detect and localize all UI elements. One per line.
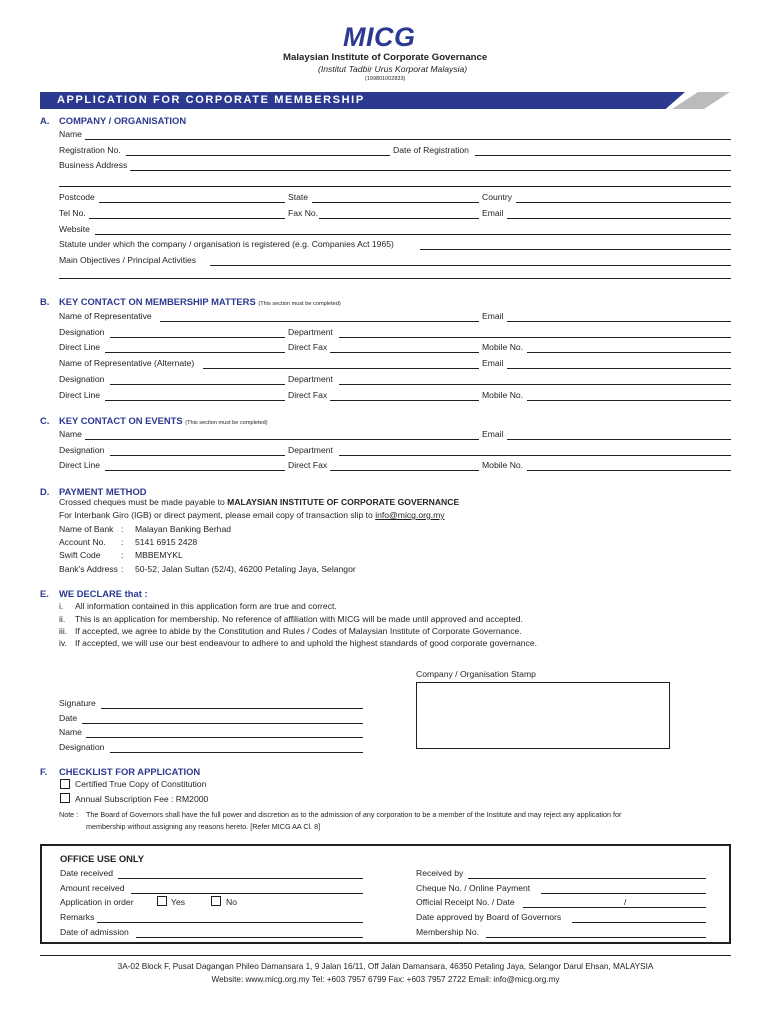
checkbox-subscription-fee[interactable]	[60, 793, 70, 803]
declare-designation-field[interactable]	[110, 752, 363, 753]
b-alt-direct-line-field[interactable]	[105, 400, 285, 401]
declare-num-2: ii.	[59, 614, 66, 624]
payment-giro-line	[59, 510, 445, 520]
c-direct-line-field[interactable]	[105, 470, 285, 471]
b-alt-department-label: Department	[288, 374, 333, 384]
b-alt-name-label: Name of Representative (Alternate)	[59, 358, 195, 368]
c-designation-field[interactable]	[110, 455, 285, 456]
yes-label: Yes	[171, 897, 186, 907]
declare-date-label: Date	[59, 713, 78, 723]
cheque-no-field[interactable]	[541, 893, 706, 894]
office-use-title: OFFICE USE ONLY	[60, 853, 145, 864]
main-objectives-label: Main Objectives / Principal Activities	[59, 255, 197, 265]
b-alt-email-label: Email	[482, 358, 504, 368]
swift-code-value: MBBEMYKL	[135, 550, 183, 560]
bank-name-label: Name of Bank	[59, 524, 114, 534]
section-b-note: (This section must be completed)	[258, 301, 341, 307]
account-no-label: Account No.	[59, 537, 106, 547]
tel-no-label: Tel No.	[59, 208, 86, 218]
swift-code-label: Swift Code	[59, 550, 101, 560]
amount-received-label: Amount received	[60, 883, 125, 893]
b-alt-designation-field[interactable]	[110, 384, 285, 385]
b-direct-line-field[interactable]	[105, 352, 285, 353]
bank-name-sep: :	[121, 524, 124, 534]
membership-no-label: Membership No.	[416, 927, 480, 937]
section-b-letter: B.	[40, 296, 50, 307]
website-field[interactable]	[95, 234, 731, 235]
c-email-field[interactable]	[507, 439, 731, 440]
section-a-letter: A.	[40, 115, 50, 126]
section-c-title	[59, 415, 268, 426]
page-title: APPLICATION FOR CORPORATE MEMBERSHIP	[57, 94, 365, 106]
declare-designation-label: Designation	[59, 742, 105, 752]
statute-label: Statute under which the company / organisation is registered (e.g. Companies Act 1965)	[59, 239, 394, 249]
declare-num-4: iv.	[59, 638, 67, 648]
no-label: No	[226, 897, 237, 907]
remarks-field[interactable]	[97, 922, 363, 923]
org-alt-name: (Institut Tadbir Urus Korporat Malaysia)	[318, 64, 468, 74]
checkbox-constitution[interactable]	[60, 779, 70, 789]
b-direct-line-label: Direct Line	[59, 342, 101, 352]
postcode-label: Postcode	[59, 192, 95, 202]
c-name-field[interactable]	[85, 439, 479, 440]
checkbox-no[interactable]	[211, 896, 221, 906]
section-c-note: (This section must be completed)	[185, 420, 268, 426]
section-c-title-text: KEY CONTACT ON EVENTS	[59, 415, 183, 426]
date-of-registration-label: Date of Registration	[393, 145, 469, 155]
c-mobile-label: Mobile No.	[482, 460, 524, 470]
c-direct-fax-field[interactable]	[330, 470, 479, 471]
company-name-label: Name	[59, 129, 82, 139]
b-rep-name-field[interactable]	[160, 321, 479, 322]
checklist-constitution-label: Certified True Copy of Constitution	[75, 779, 207, 789]
company-stamp-box[interactable]	[416, 682, 670, 749]
section-a-title: COMPANY / ORGANISATION	[59, 115, 187, 126]
c-department-field[interactable]	[339, 455, 731, 456]
footer-address: 3A-02 Block F, Pusat Dagangan Phileo Damansara 1, 9 Jalan 16/11, Off Jalan Damansara, 46350 Petaling Jaya, Selangor Darul Ehsan, MALAYSIA	[117, 962, 654, 971]
remarks-label: Remarks	[60, 912, 95, 922]
section-d-letter: D.	[40, 486, 50, 497]
company-name-field[interactable]	[85, 139, 731, 140]
footer-divider	[40, 955, 731, 956]
state-label: State	[288, 192, 309, 202]
fax-no-label: Fax No.	[288, 208, 319, 218]
bank-address-value: 50-52, Jalan Sultan (52/4), 46200 Petaling Jaya, Selangor	[135, 564, 356, 574]
b-alt-direct-line-label: Direct Line	[59, 390, 101, 400]
account-no-sep: :	[121, 537, 124, 547]
section-e-title: WE DECLARE that :	[59, 588, 148, 599]
payment-cheque-line	[59, 497, 459, 507]
stamp-label: Company / Organisation Stamp	[416, 669, 536, 679]
b-alt-name-field[interactable]	[203, 368, 479, 369]
note-line-1: The Board of Governors shall have the full power and discretion as to the admission of any corporation to be a member of the Institute and may reject any application for	[86, 810, 622, 819]
state-field[interactable]	[312, 202, 479, 203]
declare-text-4: If accepted, we will use our best endeavour to adhere to and uphold the highest standards of good corporate governance.	[75, 638, 537, 648]
b-mobile-label: Mobile No.	[482, 342, 524, 352]
statute-field[interactable]	[420, 249, 731, 250]
note-line-2: membership without assigning any reasons hereto. [Refer MICG AA Cl. 8]	[86, 822, 321, 831]
website-label: Website	[59, 224, 90, 234]
date-received-label: Date received	[60, 868, 114, 878]
date-approved-field[interactable]	[572, 922, 706, 923]
b-alt-email-field[interactable]	[507, 368, 731, 369]
payment-email-link[interactable]: info@micg.org.my	[375, 510, 445, 520]
b-rep-name-label: Name of Representative	[59, 311, 152, 321]
tel-no-field[interactable]	[89, 218, 285, 219]
section-f-title: CHECKLIST FOR APPLICATION	[59, 766, 201, 777]
section-b-title-text: KEY CONTACT ON MEMBERSHIP MATTERS	[59, 296, 256, 307]
email-field[interactable]	[507, 218, 731, 219]
country-label: Country	[482, 192, 513, 202]
amount-received-field[interactable]	[131, 893, 363, 894]
b-designation-label: Designation	[59, 327, 105, 337]
registration-no-field[interactable]	[126, 155, 390, 156]
c-direct-line-label: Direct Line	[59, 460, 101, 470]
payment-giro-prefix: For Interbank Giro (IGB) or direct payment, please email copy of transaction slip to	[59, 510, 376, 520]
fax-no-field[interactable]	[319, 218, 479, 219]
section-f-letter: F.	[40, 766, 48, 777]
bank-address-label: Bank's Address	[59, 564, 118, 574]
b-mobile-field[interactable]	[527, 352, 731, 353]
b-direct-fax-label: Direct Fax	[288, 342, 328, 352]
declare-text-3: If accepted, we agree to abide by the Constitution and Rules / Codes of Malaysian Institute of Corporate Governance.	[75, 626, 522, 636]
signature-field[interactable]	[101, 708, 363, 709]
b-direct-fax-field[interactable]	[330, 352, 479, 353]
micg-logo: MICG	[343, 22, 416, 52]
payment-cheque-prefix: Crossed cheques must be made payable to	[59, 497, 228, 507]
application-in-order-label: Application in order	[60, 897, 134, 907]
date-approved-label: Date approved by Board of Governors	[416, 912, 562, 922]
account-no-value: 5141 6915 2428	[135, 537, 198, 547]
c-department-label: Department	[288, 445, 333, 455]
declare-text-2: This is an application for membership. No reference of affiliation with MICG will be made until approved and accepted.	[75, 614, 523, 624]
b-designation-field[interactable]	[110, 337, 285, 338]
payment-payee: MALAYSIAN INSTITUTE OF CORPORATE GOVERNANCE	[227, 497, 460, 507]
b-alt-department-field[interactable]	[339, 384, 731, 385]
checklist-subscription-label: Annual Subscription Fee : RM2000	[75, 794, 209, 804]
signature-label: Signature	[59, 698, 96, 708]
cheque-no-label: Cheque No. / Online Payment	[416, 883, 531, 893]
date-of-admission-field[interactable]	[136, 937, 363, 938]
note-label: Note :	[59, 810, 79, 819]
business-address-field[interactable]	[130, 170, 731, 171]
main-objectives-field-2[interactable]	[59, 278, 731, 279]
main-objectives-field[interactable]	[210, 265, 731, 266]
declare-date-field[interactable]	[82, 723, 363, 724]
b-email-label: Email	[482, 311, 504, 321]
membership-no-field[interactable]	[486, 937, 706, 938]
date-of-admission-label: Date of admission	[60, 927, 129, 937]
business-address-field-2[interactable]	[59, 186, 731, 187]
org-reg-no: (199801002833)	[365, 76, 406, 82]
bank-address-sep: :	[121, 564, 124, 574]
received-by-field[interactable]	[468, 878, 706, 879]
registration-no-label: Registration No.	[59, 145, 121, 155]
b-email-field[interactable]	[507, 321, 731, 322]
section-d-title: PAYMENT METHOD	[59, 486, 147, 497]
b-department-field[interactable]	[339, 337, 731, 338]
org-name: Malaysian Institute of Corporate Governance	[283, 52, 488, 63]
email-label: Email	[482, 208, 504, 218]
declare-name-field[interactable]	[86, 737, 363, 738]
date-received-field[interactable]	[118, 878, 363, 879]
official-receipt-field[interactable]	[523, 907, 706, 908]
declare-num-1: i.	[59, 601, 64, 611]
c-designation-label: Designation	[59, 445, 105, 455]
c-mobile-field[interactable]	[527, 470, 731, 471]
postcode-field[interactable]	[99, 202, 285, 203]
declare-num-3: iii.	[59, 626, 68, 636]
c-direct-fax-label: Direct Fax	[288, 460, 328, 470]
swift-code-sep: :	[121, 550, 124, 560]
b-department-label: Department	[288, 327, 333, 337]
checkbox-yes[interactable]	[157, 896, 167, 906]
bank-name-value: Malayan Banking Berhad	[135, 524, 232, 534]
section-c-letter: C.	[40, 415, 50, 426]
country-field[interactable]	[516, 202, 731, 203]
date-of-registration-field[interactable]	[475, 155, 731, 156]
business-address-label: Business Address	[59, 160, 128, 170]
declare-name-label: Name	[59, 727, 82, 737]
official-receipt-label: Official Receipt No. / Date	[416, 897, 515, 907]
b-alt-mobile-label: Mobile No.	[482, 390, 524, 400]
c-email-label: Email	[482, 429, 504, 439]
b-alt-direct-fax-label: Direct Fax	[288, 390, 328, 400]
footer-contact: Website: www.micg.org.my Tel: +603 7957 6799 Fax: +603 7957 2722 Email: info@micg.org.my	[211, 975, 560, 984]
receipt-date-slash: /	[624, 897, 627, 907]
b-alt-direct-fax-field[interactable]	[330, 400, 479, 401]
section-e-letter: E.	[40, 588, 49, 599]
section-b-title	[59, 296, 341, 307]
declare-text-1: All information contained in this application form are true and correct.	[75, 601, 337, 611]
b-alt-mobile-field[interactable]	[527, 400, 731, 401]
b-alt-designation-label: Designation	[59, 374, 105, 384]
received-by-label: Received by	[416, 868, 464, 878]
c-name-label: Name	[59, 429, 82, 439]
